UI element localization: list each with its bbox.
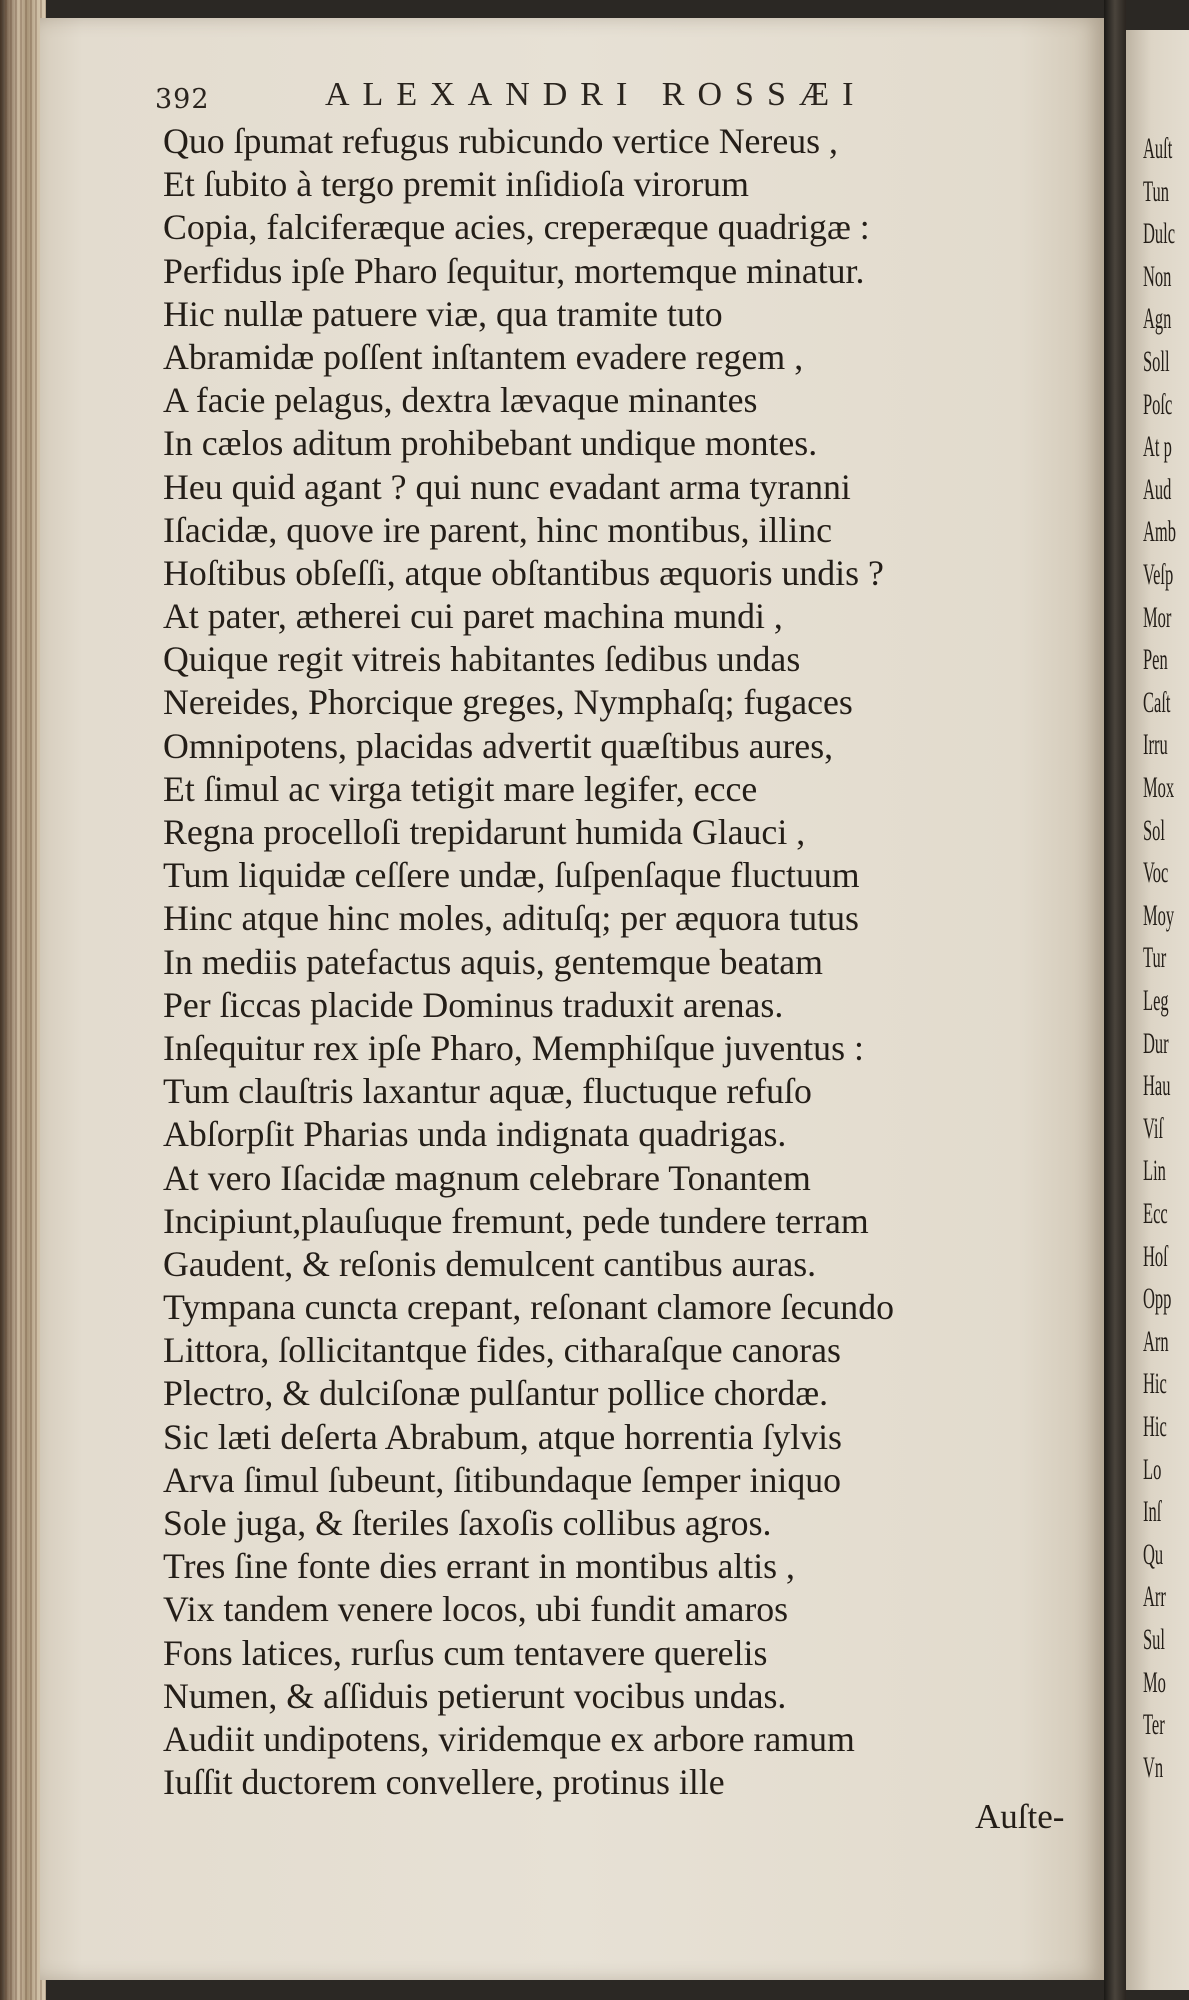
facing-page-line-fragment: Sol (1143, 813, 1166, 847)
facing-page-line-fragment: Mox (1143, 771, 1175, 804)
facing-page-line-fragment: Caſt (1143, 685, 1171, 719)
facing-page-line-fragment: Auſt (1143, 132, 1173, 165)
verse-line: Heu quid agant ? qui nunc evadant arma tyranni (163, 466, 851, 507)
facing-page-line-fragment: Vn (1143, 1750, 1164, 1784)
facing-page-line-fragment: Ter (1143, 1708, 1165, 1742)
facing-page-line-fragment: Arn (1143, 1324, 1169, 1358)
verse-line: Hinc atque hinc moles, adituſq; per æquora tutus (163, 898, 859, 939)
facing-page-line-fragment: Qu (1143, 1537, 1164, 1571)
facing-page-line-fragment: Soll (1143, 345, 1170, 378)
facing-page-line-fragment: Amb (1143, 515, 1176, 549)
facing-page-line-fragment: Hoſ (1143, 1239, 1168, 1273)
facing-page-line-fragment: Dur (1143, 1026, 1169, 1060)
running-head: ALEXANDRI ROSSÆI (325, 76, 867, 113)
facing-page-line-fragment: Mor (1143, 600, 1172, 634)
book-gutter (1104, 0, 1126, 2000)
verse-line: Incipiunt,plauſuque fremunt, pede tundere terram (163, 1200, 869, 1241)
facing-page-line-fragment: Irru (1143, 728, 1168, 762)
verse-line: Inſequitur rex ipſe Pharo, Memphiſque juventus : (163, 1027, 864, 1068)
facing-page-line-fragment: Lin (1143, 1154, 1166, 1188)
verse-line: Hoſtibus obſeſſi, atque obſtantibus æquoris undis ? (163, 552, 884, 593)
verse-line: Gaudent, & reſonis demulcent cantibus auras. (163, 1243, 817, 1284)
page-header (155, 76, 935, 126)
facing-page-line-fragment: Hau (1143, 1069, 1171, 1103)
verse-line: Sic læti deſerta Abrabum, atque horrentia ſylvis (163, 1416, 842, 1457)
verse-line: Audiit undipotens, viridemque ex arbore ramum (163, 1718, 855, 1759)
facing-page-line-fragment: Viſ (1143, 1111, 1164, 1145)
facing-page-line-fragment: Tun (1143, 174, 1170, 208)
verse-line: Numen, & aſſiduis petierunt vocibus undas. (163, 1675, 787, 1716)
verse-text-block (163, 120, 1103, 1804)
facing-page-line-fragment: Hic (1143, 1410, 1167, 1443)
facing-page-line-fragment: Non (1143, 259, 1172, 293)
verse-line: Perfidus ipſe Pharo ſequitur, mortemque minatur. (163, 250, 865, 291)
verse-line: Plectro, & dulciſonæ pulſantur pollice chordæ. (163, 1373, 829, 1414)
verse-line: A facie pelagus, dextra lævaque minantes (163, 380, 758, 421)
verse-line: Et ſimul ac virga tetigit mare legifer, ecce (163, 768, 758, 809)
verse-line: Copia, falciferæque acies, creperæque quadrigæ : (163, 207, 870, 248)
verse-line: Tum liquidæ ceſſere undæ, ſuſpenſaque fluctuum (163, 855, 860, 896)
verse-line: Abramidæ poſſent inſtantem evadere regem , (163, 336, 804, 377)
verse-line: Nereides, Phorcique greges, Nymphaſq; fugaces (163, 682, 853, 723)
facing-page-line-fragment: Voc (1143, 856, 1169, 890)
verse-line: Regna procelloſi trepidarunt humida Glauci , (163, 812, 806, 852)
verse-line: Fons latices, rurſus cum tentavere querelis (163, 1632, 768, 1673)
catchword: Auſte- (975, 1797, 1065, 1836)
verse-line: Arva ſimul ſubeunt, ſitibundaque ſemper iniquo (163, 1459, 842, 1500)
verse-line: Sole juga, & ſteriles ſaxoſis collibus agros. (163, 1503, 772, 1543)
facing-page-line-fragment: Aud (1143, 472, 1172, 506)
facing-page-line-fragment: Hic (1143, 1367, 1167, 1401)
verse-line: Hic nullæ patuere viæ, qua tramite tuto (163, 293, 723, 334)
facing-page-line-fragment: Veſp (1143, 558, 1174, 591)
facing-page-line-fragment: Inſ (1143, 1495, 1162, 1529)
verse-line: Littora, ſollicitantque fides, citharaſque canoras (163, 1330, 841, 1371)
facing-page-line-fragment: Sul (1143, 1623, 1166, 1656)
verse-line: Tres ſine fonte dies errant in montibus altis , (163, 1546, 796, 1587)
verse-line: Vix tandem venere locos, ubi fundit amaros (163, 1589, 789, 1630)
facing-page-line-fragment: Opp (1143, 1282, 1172, 1316)
verse-line: Iuſſit ductorem convellere, protinus ille (163, 1762, 725, 1803)
verse-line: Iſacidæ, quove ire parent, hinc montibus, illinc (163, 509, 833, 550)
verse-line: Quique regit vitreis habitantes ſedibus undas (163, 639, 801, 680)
facing-page-line-fragment: Agn (1143, 302, 1172, 336)
verse-line: Quo ſpumat refugus rubicundo vertice Nereus , (163, 121, 838, 161)
facing-page-line-fragment: Ecc (1143, 1197, 1168, 1230)
verse-line: Et ſubito à tergo premit inſidioſa virorum (163, 164, 749, 205)
facing-page-line-fragment: At p (1143, 430, 1172, 464)
verse-line: Tum clauſtris laxantur aquæ, fluctuque refuſo (163, 1071, 812, 1112)
verse-line: Per ſiccas placide Dominus traduxit arenas. (163, 984, 784, 1025)
facing-page-line-fragment: Pen (1143, 643, 1168, 677)
facing-page-line-fragment: Poſc (1143, 387, 1173, 421)
verse-line: In cælos aditum prohibebant undique montes. (163, 423, 818, 464)
facing-page-line-fragment: Moy (1143, 898, 1175, 932)
facing-page-line-fragment: Lo (1143, 1452, 1162, 1486)
facing-page-line-fragment: Leg (1143, 984, 1169, 1017)
verse-line: At pater, ætherei cui paret machina mundi , (163, 596, 783, 637)
verse-line: At vero Iſacidæ magnum celebrare Tonantem (163, 1157, 811, 1198)
verse-line: Omnipotens, placidas advertit quæſtibus aures, (163, 725, 834, 766)
verse-line: Tympana cuncta crepant, reſonant clamore ſecundo (163, 1287, 894, 1328)
facing-page-line-fragment: Dulc (1143, 217, 1176, 251)
page-number: 392 (155, 84, 210, 115)
facing-page-edge (1126, 30, 1189, 1990)
facing-page-line-fragment: Tur (1143, 941, 1167, 975)
verse-line: In mediis patefactus aquis, gentemque beatam (163, 941, 824, 982)
facing-page-line-fragment: Mo (1143, 1665, 1166, 1699)
verse-line: Abſorpſit Pharias unda indignata quadrigas. (163, 1114, 787, 1155)
facing-page-line-fragment: Arr (1143, 1580, 1166, 1614)
